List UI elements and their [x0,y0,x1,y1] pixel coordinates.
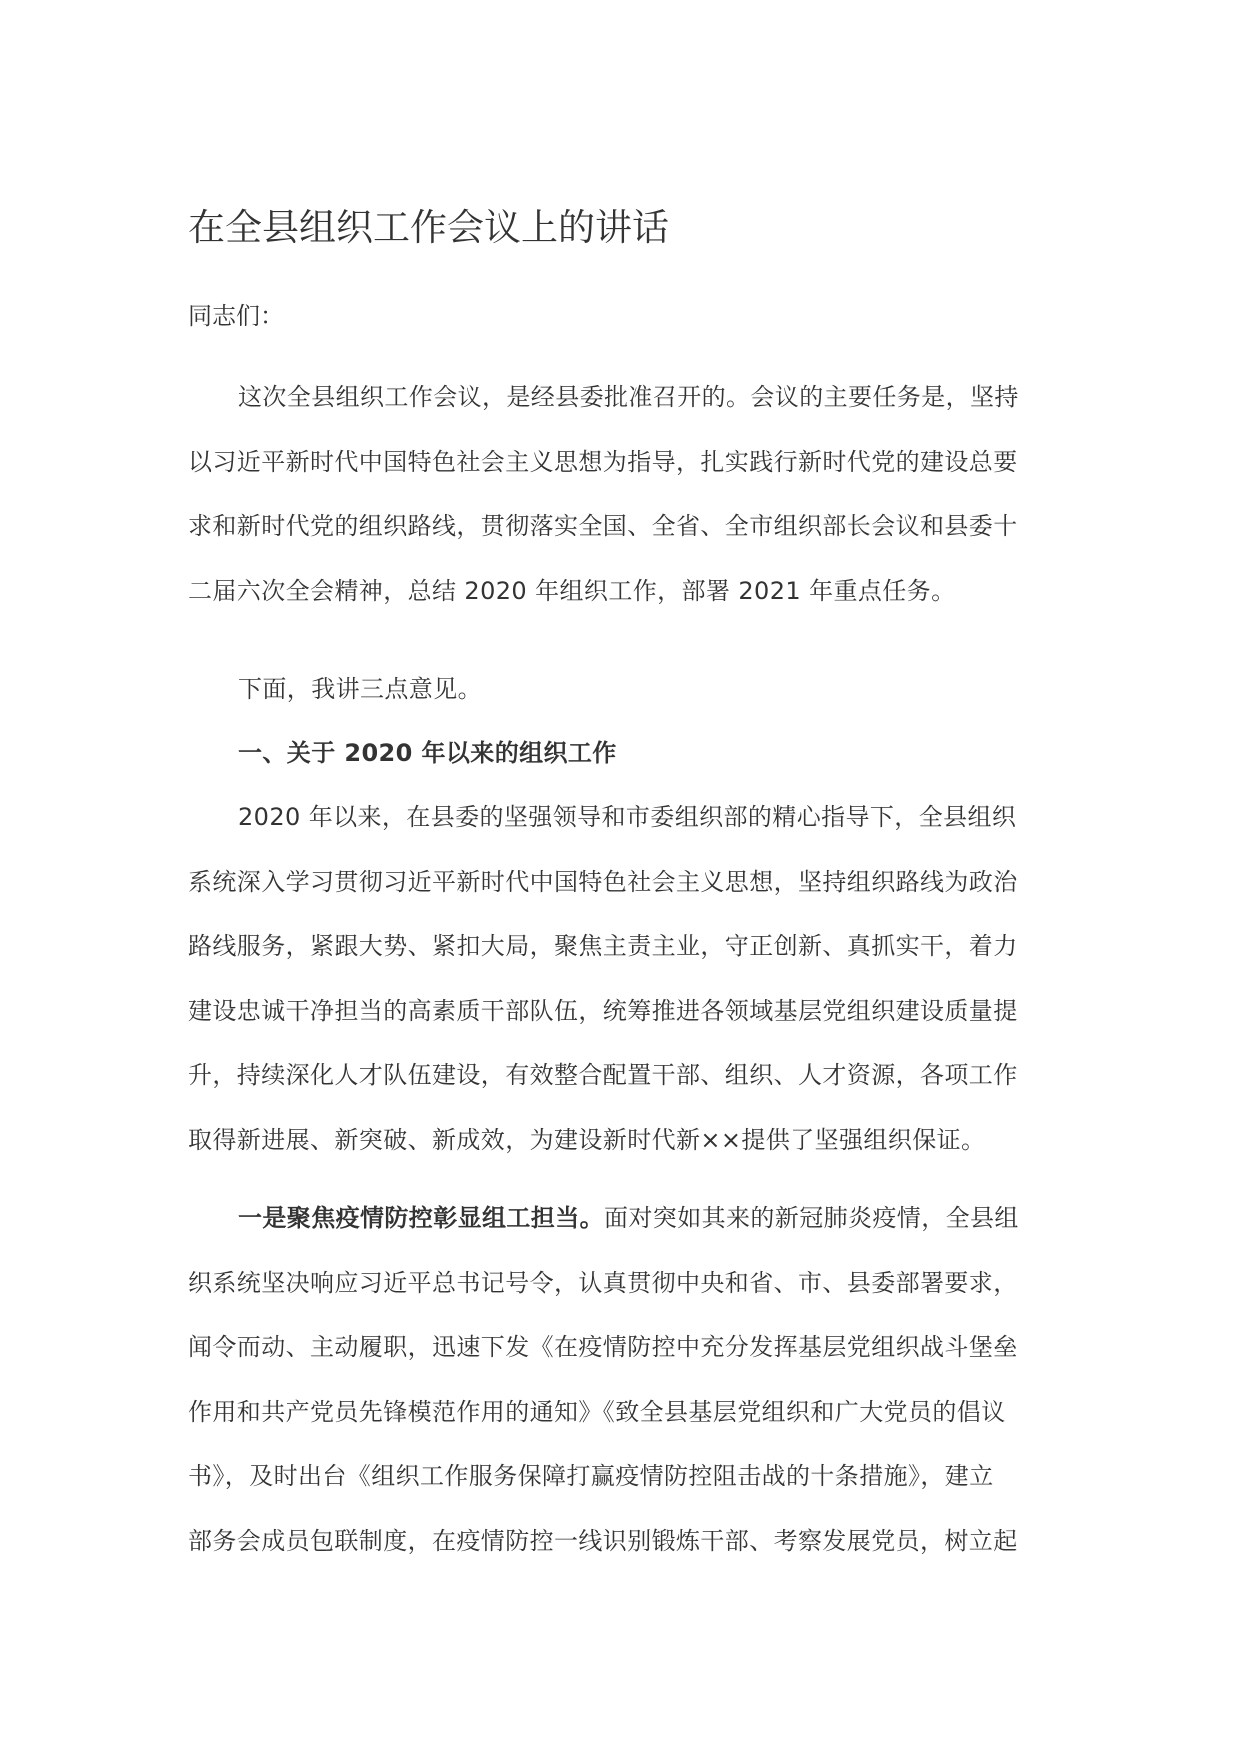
paragraph-line: 路线服务，紧跟大势、紧扣大局，聚焦主责主业，守正创新、真抓实干，着力 [188,932,1018,960]
paragraph-line: 以习近平新时代中国特色社会主义思想为指导，扎实践行新时代党的建设总要 [188,447,1018,476]
paragraph-2020-summary [188,785,1056,1172]
paragraph-line: 升，持续深化人才队伍建设，有效整合配置干部、组织、人才资源，各项工作 [188,1061,1018,1089]
section-heading-2020-work [188,721,1056,786]
paragraph-meeting-intro [188,365,1056,623]
paragraph-line: 建设忠诚干净担当的高素质干部队伍，统筹推进各领域基层党组织建设质量提 [188,996,1018,1025]
lead-sentence-rest: 面对突如其来的新冠肺炎疫情，全县组 [604,1204,1019,1232]
paragraph-line: 取得新进展、新突破、新成效，为建设新时代新××提供了坚强组织保证。 [188,1125,986,1154]
paragraph-line: 闻令而动、主动履职，迅速下发《在疫情防控中充分发挥基层党组织战斗堡垒 [188,1333,1018,1361]
document-title: 在全县组织工作会议上的讲话 [188,206,669,249]
paragraph-line: 系统深入学习贯彻习近平新时代中国特色社会主义思想，坚持组织路线为政治 [188,867,1018,896]
paragraph-line: 二届六次全会精神，总结 2020 年组织工作，部署 2021 年重点任务。 [188,576,956,605]
paragraph-line: 部务会成员包联制度，在疫情防控一线识别锻炼干部、考察发展党员，树立起 [188,1526,1018,1555]
paragraph-line: 下面，我讲三点意见。 [238,675,482,703]
paragraph-line: 作用和共产党员先锋模范作用的通知》《致全县基层党组织和广大党员的倡议 [188,1397,1006,1426]
lead-sentence-bold: 一是聚焦疫情防控彰显组工担当。 [238,1204,604,1232]
paragraph-line: 这次全县组织工作会议，是经县委批准召开的。会议的主要任务是，坚持 [238,383,1019,411]
section-heading: 一、关于 2020 年以来的组织工作 [238,739,617,767]
paragraph-line: 织系统坚决响应习近平总书记号令，认真贯彻中央和省、市、县委部署要求， [188,1268,1018,1297]
salutation: 同志们： [188,302,284,330]
paragraph-line: 书》，及时出台《组织工作服务保障打赢疫情防控阻击战的十条措施》，建立 [188,1462,994,1490]
paragraph-three-points [188,657,1056,722]
paragraph-line [188,1186,1056,1251]
paragraph-line: 2020 年以来，在县委的坚强领导和市委组织部的精心指导下，全县组织 [238,803,1017,831]
paragraph-line: 求和新时代党的组织路线，贯彻落实全国、全省、全市组织部长会议和县委十 [188,512,1018,540]
paragraph-epidemic-prevention [188,1186,1056,1573]
